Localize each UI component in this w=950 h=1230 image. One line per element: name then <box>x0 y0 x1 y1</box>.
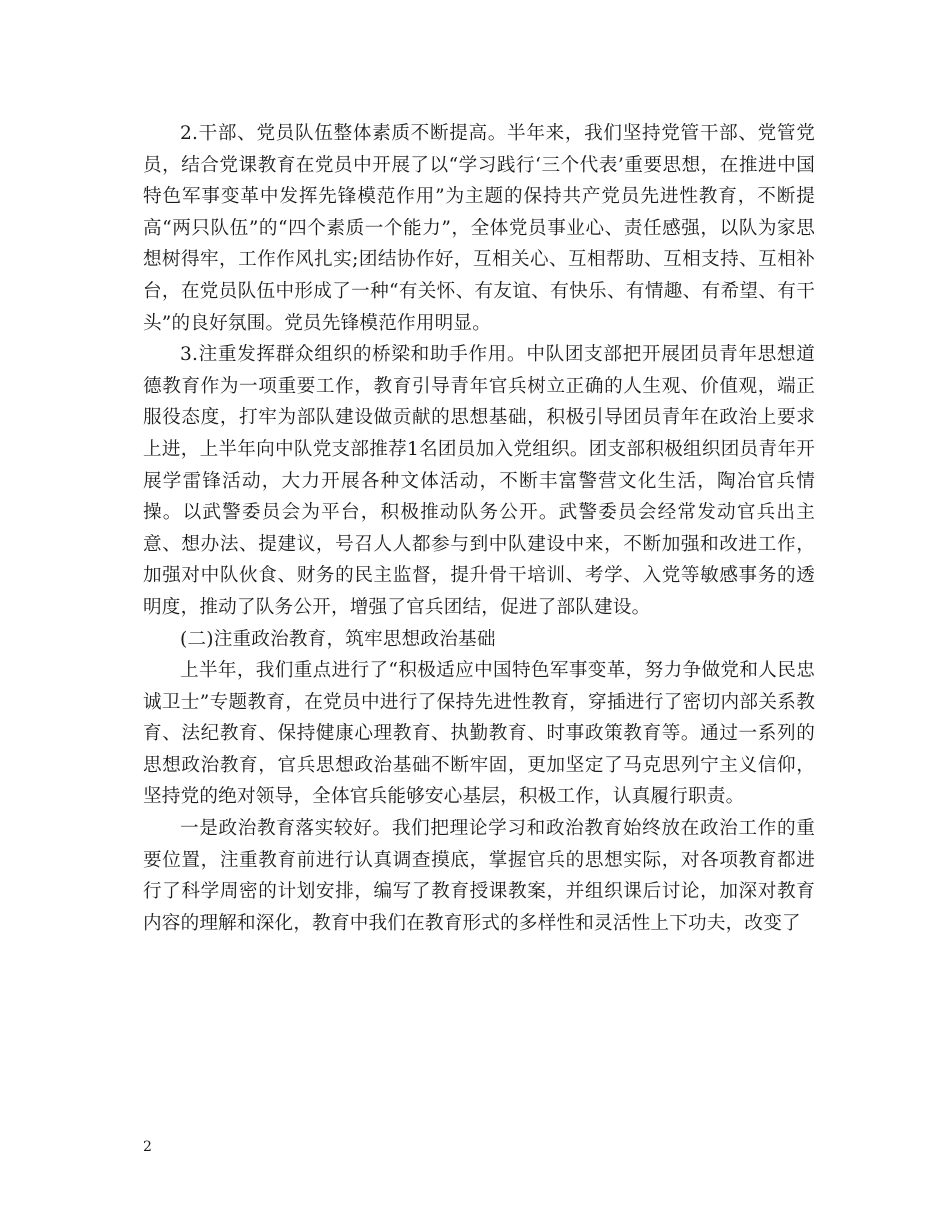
paragraph-cadre-quality: 2.干部、党员队伍整体素质不断提高。半年来，我们坚持党管干部、党管党员，结合党课教育在党员中开展了以“学习践行‘三个代表’重要思想，在推进中国特色军事变革中发挥先锋模范作用”为主题的保持共产党员先进性教育，不断提高“两只队伍”的“四个素质一个能力”，全体党员事业心、责任感强，以队为家思想树得牢，工作作风扎实;团结协作好，互相关心、互相帮助、互相支持、互相补台，在党员队伍中形成了一种“有关怀、有友谊、有快乐、有情趣、有希望、有干头”的良好氛围。党员先锋模范作用明显。 <box>143 123 815 334</box>
paragraph-education-implementation: 一是政治教育落实较好。我们把理论学习和政治教育始终放在政治工作的重要位置，注重教育前进行认真调查摸底，掌握官兵的思想实际，对各项教育都进行了科学周密的计划安排，编写了教育授课教案，并组织课后讨论，加深对教育内容的理解和深化，教育中我们在教育形式的多样性和灵活性上下功夫，改变了 <box>143 818 815 934</box>
paragraph-special-education: 上半年，我们重点进行了“积极适应中国特色军事变革，努力争做党和人民忠诚卫士”专题教育，在党员中进行了保持先进性教育，穿插进行了密切内部关系教育、法纪教育、保持健康心理教育、执勤教育、时事政策教育等。通过一系列的思想政治教育，官兵思想政治基础不断牢固，更加坚定了马克思列宁主义信仰，坚持党的绝对领导，全体官兵能够安心基层，积极工作，认真履行职责。 <box>143 660 815 808</box>
section-heading-political-education: (二)注重政治教育，筑牢思想政治基础 <box>180 628 496 650</box>
document-body <box>143 118 815 939</box>
paragraph-mass-organization: 3.注重发挥群众组织的桥梁和助手作用。中队团支部把开展团员青年思想道德教育作为一项重要工作，教育引导青年官兵树立正确的人生观、价值观，端正服役态度，打牢为部队建设做贡献的思想基础，积极引导团员青年在政治上要求上进，上半年向中队党支部推荐1名团员加入党组织。团支部积极组织团员青年开展学雷锋活动，大力开展各种文体活动，不断丰富警营文化生活，陶冶官兵情操。以武警委员会为平台，积极推动队务公开。武警委员会经常发动官兵出主意、想办法、提建议，号召人人都参与到中队建设中来，不断加强和改进工作，加强对中队伙食、财务的民主监督，提升骨干培训、考学、入党等敏感事务的透明度，推动了队务公开，增强了官兵团结，促进了部队建设。 <box>143 344 815 618</box>
page-number: 2 <box>143 1139 152 1155</box>
